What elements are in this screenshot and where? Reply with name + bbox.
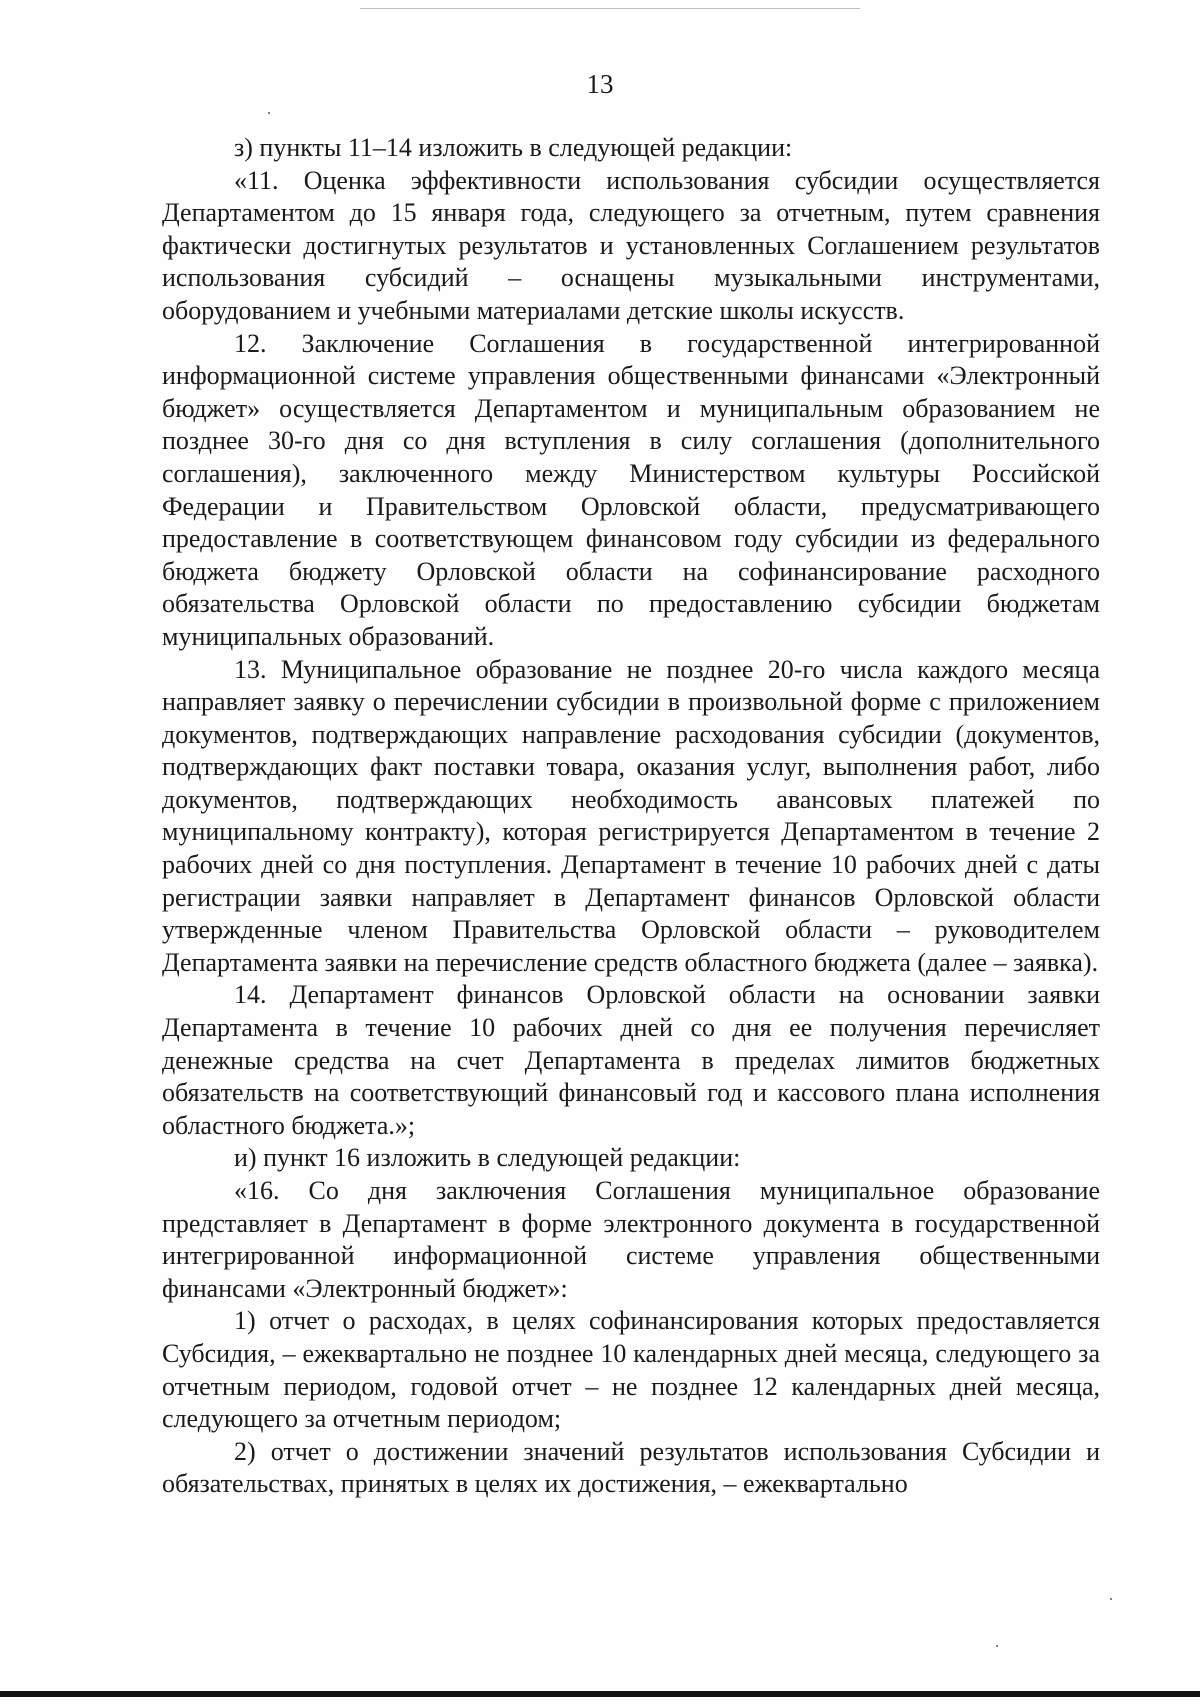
paragraph-point-14: 14. Департамент финансов Орловской области на основании заявки Департамента в течение 10 рабочих дней со дня ее получения перечисляет денежные средства на счет Департамента в пределах лимитов бюджетных обязательств на соответствующий финансовый год и кассового плана исполнения областного бюджета.»; [162,980,1100,1140]
paragraph-point-12: 12. Заключение Соглашения в государственной интегрированной информационной системе управления общественными финансами «Электронный бюджет» осуществляется Департаментом и муниципальным образованием не позднее 30-го дня со дня вступления в силу соглашения (дополнительного соглашения), заключенного между Министерством культуры Российской Федерации и Правительством Орловской области, предусматривающего предоставление в соответствующем финансовом году субсидии из федерального бюджета бюджету Орловской области на софинансирование расходного обязательства Орловской области по предоставлению субсидии бюджетам муниципальных образований. [162,328,1100,651]
paragraph-point-16: «16. Со дня заключения Соглашения муниципальное образование представляет в Департамент в форме электронного документа в государственной интегрированной информационной системе управления общественными финансами «Электронный бюджет»: [162,1176,1100,1303]
scan-speck [996,1645,998,1647]
paragraph-subpoint-2: 2) отчет о достижении значений результатов использования Субсидии и обязательствах, принятых в целях их достижения, – ежеквартально [162,1436,1100,1499]
paragraph-item-z: з) пункты 11–14 изложить в следующей редакции: [234,133,793,162]
page-number: 13 [586,69,614,99]
paragraph-subpoint-1: 1) отчет о расходах, в целях софинансирования которых предоставляется Субсидия, – ежеквартально не позднее 10 календарных дней месяца, следующего за отчетным периодом, годовой отчет – не позднее 12 календарных дней месяца, следующего за отчетным периодом; [162,1306,1100,1434]
paragraph-point-11: «11. Оценка эффективности использования субсидии осуществляется Департаментом до 15 января года, следующего за отчетным, путем сравнения фактически достигнутых результатов и установленных Соглашением результатов использования субсидий – оснащены музыкальными инструментами, оборудованием и учебными материалами детские школы искусств. [162,165,1100,325]
scan-edge-line [360,8,860,9]
paragraph-item-i: и) пункт 16 изложить в следующей редакции: [234,1143,741,1173]
paragraph-point-13: 13. Муниципальное образование не позднее 20-го числа каждого месяца направляет заявку о перечислении субсидии в произвольной форме с приложением документов, подтверждающих направление расходования субсидии (документов, подтверждающих факт поставки товара, оказания услуг, выполнения работ, либо документов, подтверждающих необходимость авансовых платежей по муниципальному контракту), которая регистрируется Департаментом в течение 2 рабочих дней со дня поступления. Департамент в течение 10 рабочих дней с даты регистрации заявки направляет в Департамент финансов Орловской области утвержденные членом Правительства Орловской области – руководителем Департамента заявки на перечисление средств областного бюджета (далее – заявка). [162,654,1100,977]
scan-speck [1110,1598,1112,1600]
document-body [162,132,1100,1501]
scan-bottom-edge [0,1691,1200,1697]
scan-speck [268,112,270,114]
